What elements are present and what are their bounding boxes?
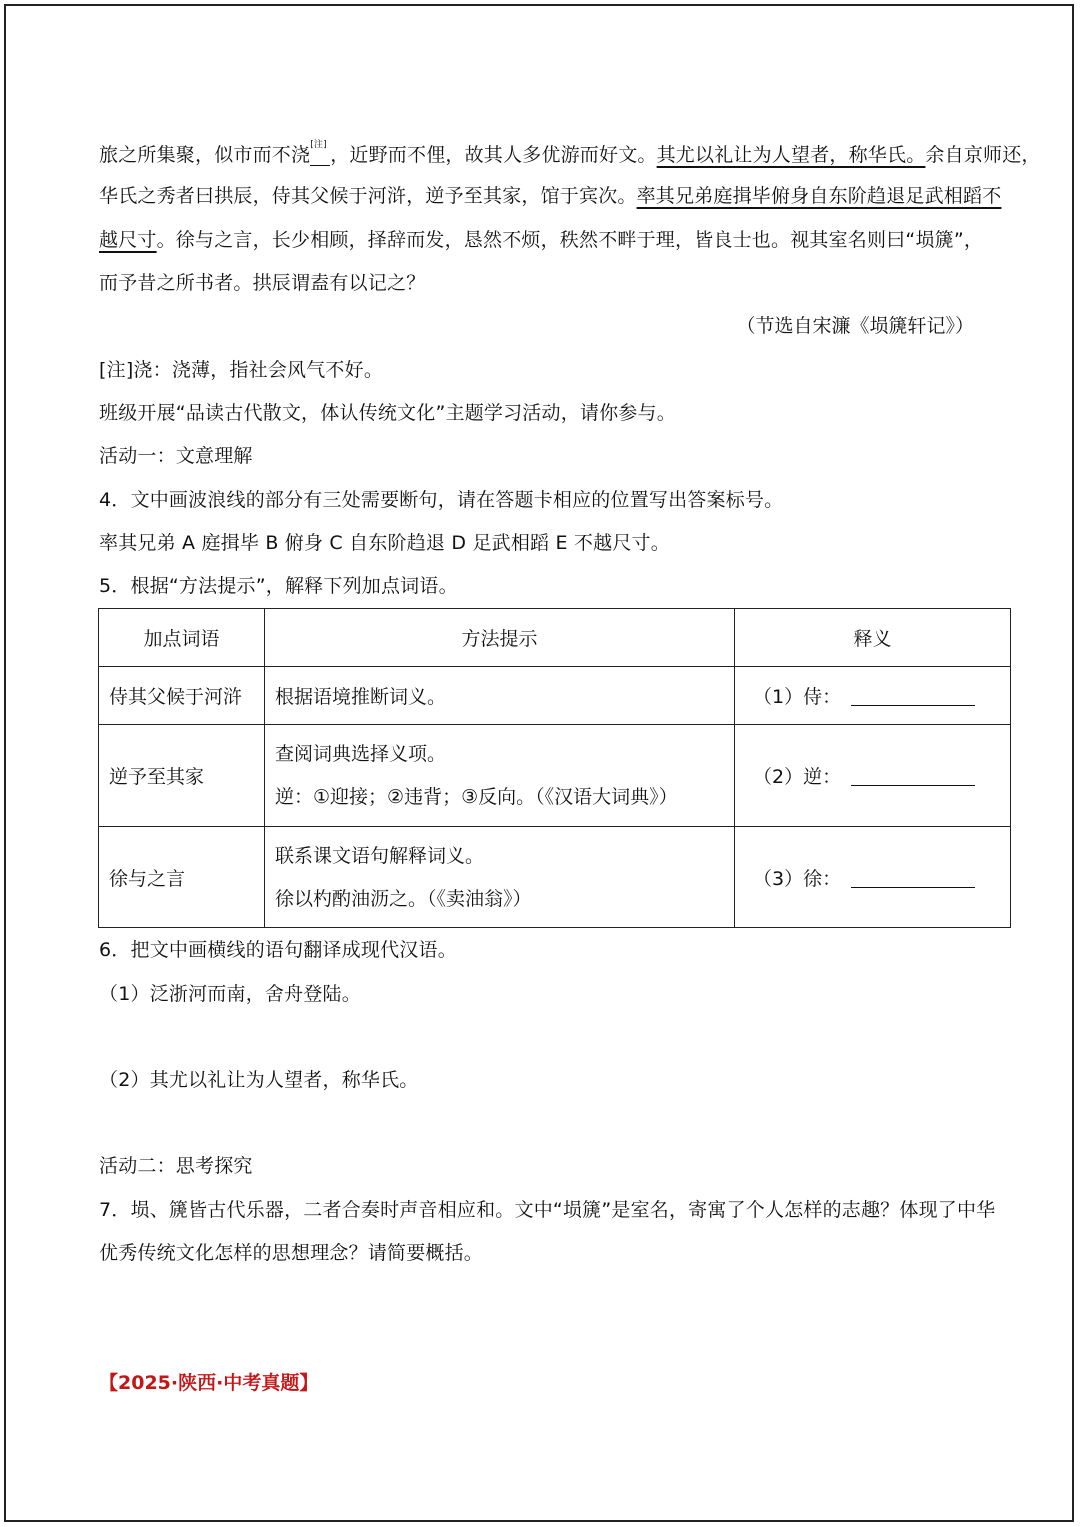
passage-text: 华氏之秀者曰拱辰，侍其父候于河浒，逆予至其家，馆于宾次。: [99, 185, 637, 207]
question-7-line-1: 7．埙、篪皆古代乐器，二者合奏时声音相应和。文中“埙篪”是室名，寄寓了个人怎样的志趣？体现了中华: [99, 1199, 996, 1221]
hint-line: 查阅词典选择义项。: [275, 743, 447, 765]
answer-blank[interactable]: [851, 705, 975, 706]
answer-cell: [735, 667, 1011, 725]
header-word: 加点词语: [99, 609, 265, 667]
passage-text: 。徐与之言，长少相顾，择辞而发，恳然不烦，秩然不畔于理，皆良士也。视其室名则曰“埙篪”，: [156, 229, 984, 251]
question-6-sentence-2: （2）其尤以礼让为人望者，称华氏。: [99, 1069, 419, 1091]
table-row: [99, 667, 1011, 725]
passage-line-3: [99, 228, 983, 252]
wavy-underlined-text: 率其兄弟庭揖毕俯身自东阶趋退足武相蹈不: [636, 185, 1002, 207]
activity-one-heading: 活动一：文意理解: [99, 445, 253, 467]
word-cell: 逆予至其家: [99, 725, 265, 827]
table-row: [99, 827, 1011, 928]
hint-line: 徐以杓酌油沥之。（《卖油翁》）: [275, 887, 532, 910]
answer-cell: [735, 827, 1011, 928]
activity-two-heading: 活动二：思考探究: [99, 1155, 253, 1177]
activity-intro: 班级开展“品读古代散文，体认传统文化”主题学习活动，请你参与。: [99, 402, 676, 424]
exam-source-tag: 【2025·陕西·中考真题】: [99, 1372, 319, 1394]
question-6-stem: 6．把文中画横线的语句翻译成现代汉语。: [99, 939, 457, 961]
answer-label: （1）侍：: [753, 686, 842, 708]
answer-cell: [735, 725, 1011, 827]
question-6-sentence-1: （1）泛浙河而南，舍舟登陆。: [99, 983, 361, 1005]
passage-text: 余自京师还，: [925, 144, 1041, 166]
question-7-line-2: 优秀传统文化怎样的思想理念？请简要概括。: [99, 1242, 484, 1264]
answer-label: （3）徐：: [753, 867, 842, 890]
hint-line: 联系课文语句解释词义。: [275, 844, 485, 867]
question-4-stem: 4．文中画波浪线的部分有三处需要断句，请在答题卡相应的位置写出答案标号。: [99, 489, 784, 511]
passage-line-2: [99, 184, 1001, 208]
table-row: [99, 725, 1011, 827]
answer-blank[interactable]: [851, 887, 975, 888]
wavy-underlined-text: 越尺寸: [99, 229, 157, 251]
underlined-sentence: 其尤以礼让为人望者，称华氏。: [656, 144, 926, 166]
passage-line-4: 而予昔之所书者。拱辰谓盍有以记之？: [99, 272, 426, 294]
hint-cell: [265, 725, 735, 827]
question-4-sentence: 率其兄弟 A 庭揖毕 B 俯身 C 自东阶趋退 D 足武相蹈 E 不越尺寸。: [99, 532, 670, 554]
passage-text: ，近野而不俚，故其人多优游而好文。: [330, 144, 657, 166]
passage-line-1: [99, 141, 1041, 167]
hint-cell: [265, 827, 735, 928]
word-cell: 徐与之言: [99, 827, 265, 928]
header-meaning: 释义: [735, 609, 1011, 667]
hint-line: 逆：①迎接；②违背；③反向。（《汉语大词典》）: [275, 786, 678, 808]
annotation: [注]浇：浇薄，指社会风气不好。: [99, 359, 384, 381]
answer-blank[interactable]: [851, 785, 975, 786]
table-header-row: [99, 609, 1011, 667]
passage-source: （节选自宋濂《埙篪轩记》）: [736, 315, 974, 337]
hint-cell: 根据语境推断词义。: [265, 667, 735, 725]
note-marker: [注]: [310, 140, 327, 150]
question-5-stem: 5．根据“方法提示”，解释下列加点词语。: [99, 575, 458, 597]
word-cell: 侍其父候于河浒: [99, 667, 265, 725]
header-hint: 方法提示: [265, 609, 735, 667]
answer-label: （2）逆：: [753, 766, 842, 788]
passage-text: 旅之所集聚，似市而不浇: [99, 144, 311, 166]
question-5-table: [98, 608, 1011, 928]
note-reference: [310, 141, 330, 166]
